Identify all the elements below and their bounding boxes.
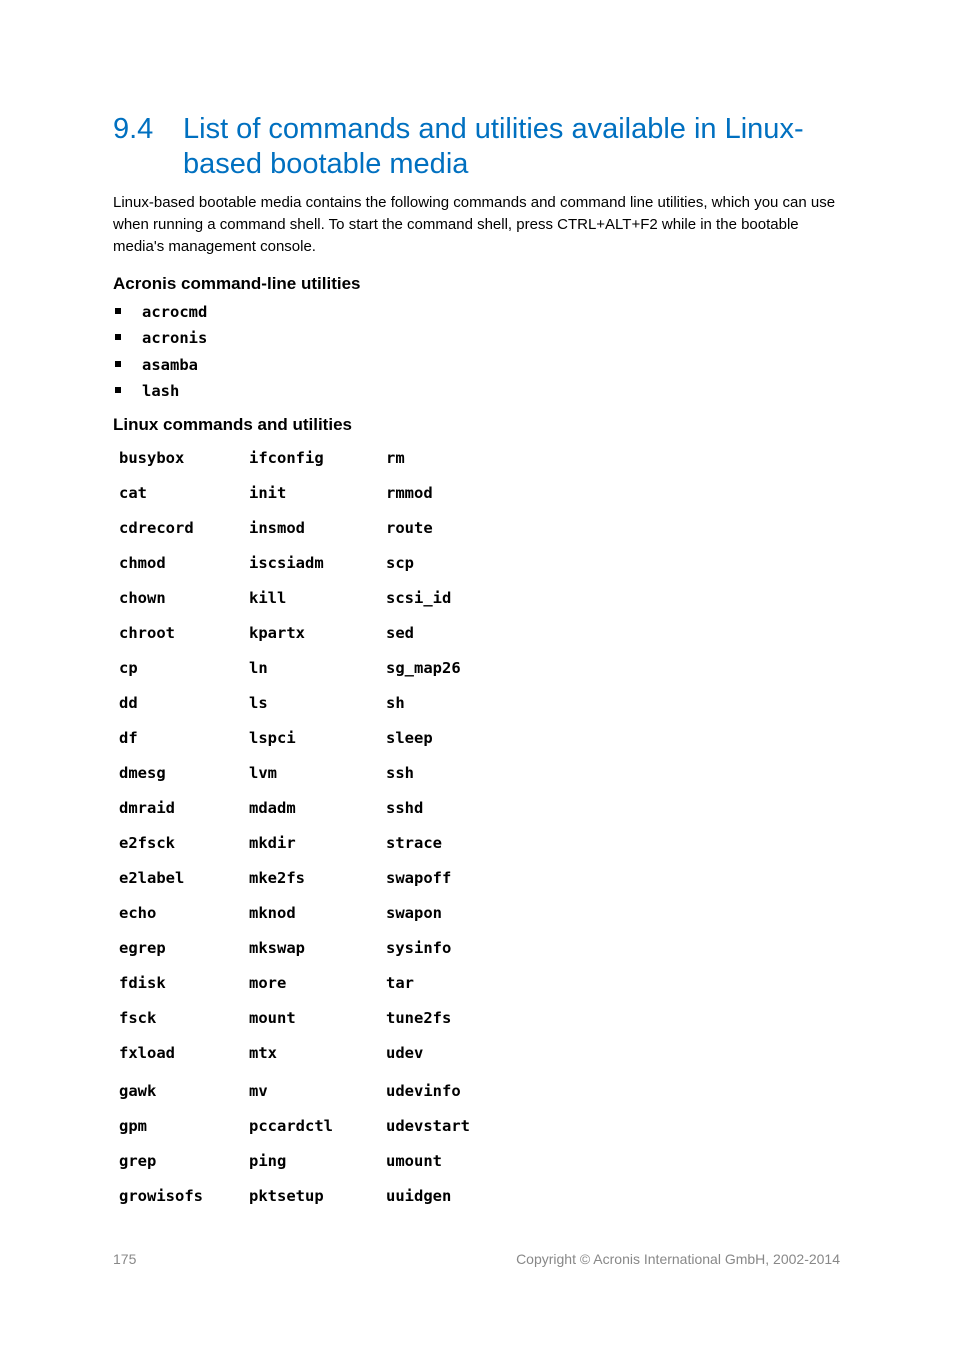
command-name: df bbox=[119, 729, 138, 747]
command-name: lvm bbox=[249, 764, 277, 782]
command-name: chown bbox=[119, 589, 166, 607]
page-number: 175 bbox=[113, 1251, 137, 1267]
command-name: cp bbox=[119, 659, 138, 677]
command-name: busybox bbox=[119, 449, 185, 467]
command-name: swapon bbox=[386, 904, 442, 922]
table-row bbox=[119, 831, 619, 866]
command-name: mount bbox=[249, 1009, 296, 1027]
command-name: sleep bbox=[386, 729, 433, 747]
table-row bbox=[119, 586, 619, 621]
command-name: sshd bbox=[386, 799, 424, 817]
command-name: pccardctl bbox=[249, 1117, 333, 1135]
table-row bbox=[119, 1149, 619, 1184]
command-name: tar bbox=[386, 974, 414, 992]
command-name: ssh bbox=[386, 764, 414, 782]
table-row bbox=[119, 656, 619, 691]
table-row bbox=[119, 446, 619, 481]
command-name: chmod bbox=[119, 554, 166, 572]
command-name: cat bbox=[119, 484, 147, 502]
table-row bbox=[119, 796, 619, 831]
command-name: fdisk bbox=[119, 974, 166, 992]
command-name: rmmod bbox=[386, 484, 433, 502]
section-title: List of commands and utilities available in Linux-based bootable media bbox=[183, 113, 804, 180]
table-row bbox=[119, 551, 619, 586]
command-name: mv bbox=[249, 1082, 268, 1100]
command-name: udev bbox=[386, 1044, 424, 1062]
command-name: umount bbox=[386, 1152, 442, 1170]
table-row bbox=[119, 761, 619, 796]
command-name: egrep bbox=[119, 939, 166, 957]
command-name: gpm bbox=[119, 1117, 147, 1135]
command-name: rm bbox=[386, 449, 405, 467]
command-name: mkdir bbox=[249, 834, 296, 852]
command-name: udevinfo bbox=[386, 1082, 461, 1100]
table-row bbox=[119, 481, 619, 516]
command-name: iscsiadm bbox=[249, 554, 324, 572]
bullet-square-icon bbox=[115, 387, 121, 393]
command-name: scp bbox=[386, 554, 414, 572]
command-name: mke2fs bbox=[249, 869, 305, 887]
table-row bbox=[119, 901, 619, 936]
command-name: scsi_id bbox=[386, 589, 452, 607]
command-name: mkswap bbox=[249, 939, 305, 957]
command-name: sed bbox=[386, 624, 414, 642]
command-name: cdrecord bbox=[119, 519, 194, 537]
table-row bbox=[119, 726, 619, 761]
section-number: 9.4 bbox=[113, 113, 154, 145]
utility-name: asamba bbox=[142, 355, 198, 374]
command-name: sh bbox=[386, 694, 405, 712]
command-name: fsck bbox=[119, 1009, 157, 1027]
command-name: chroot bbox=[119, 624, 175, 642]
table-row bbox=[119, 866, 619, 901]
table-row bbox=[119, 1041, 619, 1079]
table-row bbox=[119, 691, 619, 726]
table-row bbox=[119, 936, 619, 971]
command-name: e2fsck bbox=[119, 834, 175, 852]
command-name: gawk bbox=[119, 1082, 157, 1100]
table-row bbox=[119, 1006, 619, 1041]
command-name: ping bbox=[249, 1152, 287, 1170]
command-name: init bbox=[249, 484, 287, 502]
command-name: more bbox=[249, 974, 287, 992]
utility-name: lash bbox=[142, 382, 180, 401]
command-name: strace bbox=[386, 834, 442, 852]
command-name: sg_map26 bbox=[386, 659, 461, 677]
utility-name: acrocmd bbox=[142, 303, 208, 321]
command-name: grep bbox=[119, 1152, 157, 1170]
command-name: echo bbox=[119, 904, 157, 922]
bullet-square-icon bbox=[115, 361, 121, 367]
command-name: pktsetup bbox=[249, 1187, 324, 1205]
command-name: udevstart bbox=[386, 1117, 470, 1135]
command-name: ifconfig bbox=[249, 449, 324, 467]
command-name: uuidgen bbox=[386, 1187, 452, 1205]
command-name: route bbox=[386, 519, 433, 537]
table-row bbox=[119, 516, 619, 551]
linux-commands-heading: Linux commands and utilities bbox=[113, 415, 352, 434]
command-name: dmesg bbox=[119, 764, 166, 782]
table-row bbox=[119, 1114, 619, 1149]
command-name: ln bbox=[249, 659, 268, 677]
command-name: sysinfo bbox=[386, 939, 452, 957]
command-name: mtx bbox=[249, 1044, 277, 1062]
bullet-square-icon bbox=[115, 334, 121, 340]
intro-paragraph: Linux-based bootable media contains the following commands and command line utilities, which you can use when running a command shell. To start the command shell, press CTRL+ALT+F2 while in the bootable media's management console. bbox=[113, 194, 836, 255]
copyright-notice: Copyright © Acronis International GmbH, 2002-2014 bbox=[516, 1251, 840, 1267]
command-name: mdadm bbox=[249, 799, 296, 817]
command-name: tune2fs bbox=[386, 1009, 452, 1027]
command-name: swapoff bbox=[386, 869, 452, 887]
command-name: lspci bbox=[249, 729, 296, 747]
command-name: dd bbox=[119, 694, 138, 712]
table-row bbox=[119, 1079, 619, 1114]
command-name: kill bbox=[249, 589, 287, 607]
command-name: mknod bbox=[249, 904, 296, 922]
command-name: fxload bbox=[119, 1044, 175, 1062]
table-row bbox=[119, 621, 619, 656]
table-row bbox=[119, 971, 619, 1006]
command-name: growisofs bbox=[119, 1187, 203, 1205]
linux-commands-table bbox=[119, 446, 619, 1219]
bullet-square-icon bbox=[115, 308, 121, 314]
utility-name: acronis bbox=[142, 329, 208, 348]
command-name: dmraid bbox=[119, 799, 175, 817]
table-row bbox=[119, 1184, 619, 1219]
command-name: kpartx bbox=[249, 624, 305, 642]
acronis-utilities-heading: Acronis command-line utilities bbox=[113, 274, 361, 293]
command-name: ls bbox=[249, 694, 268, 712]
command-name: insmod bbox=[249, 519, 305, 537]
command-name: e2label bbox=[119, 869, 185, 887]
